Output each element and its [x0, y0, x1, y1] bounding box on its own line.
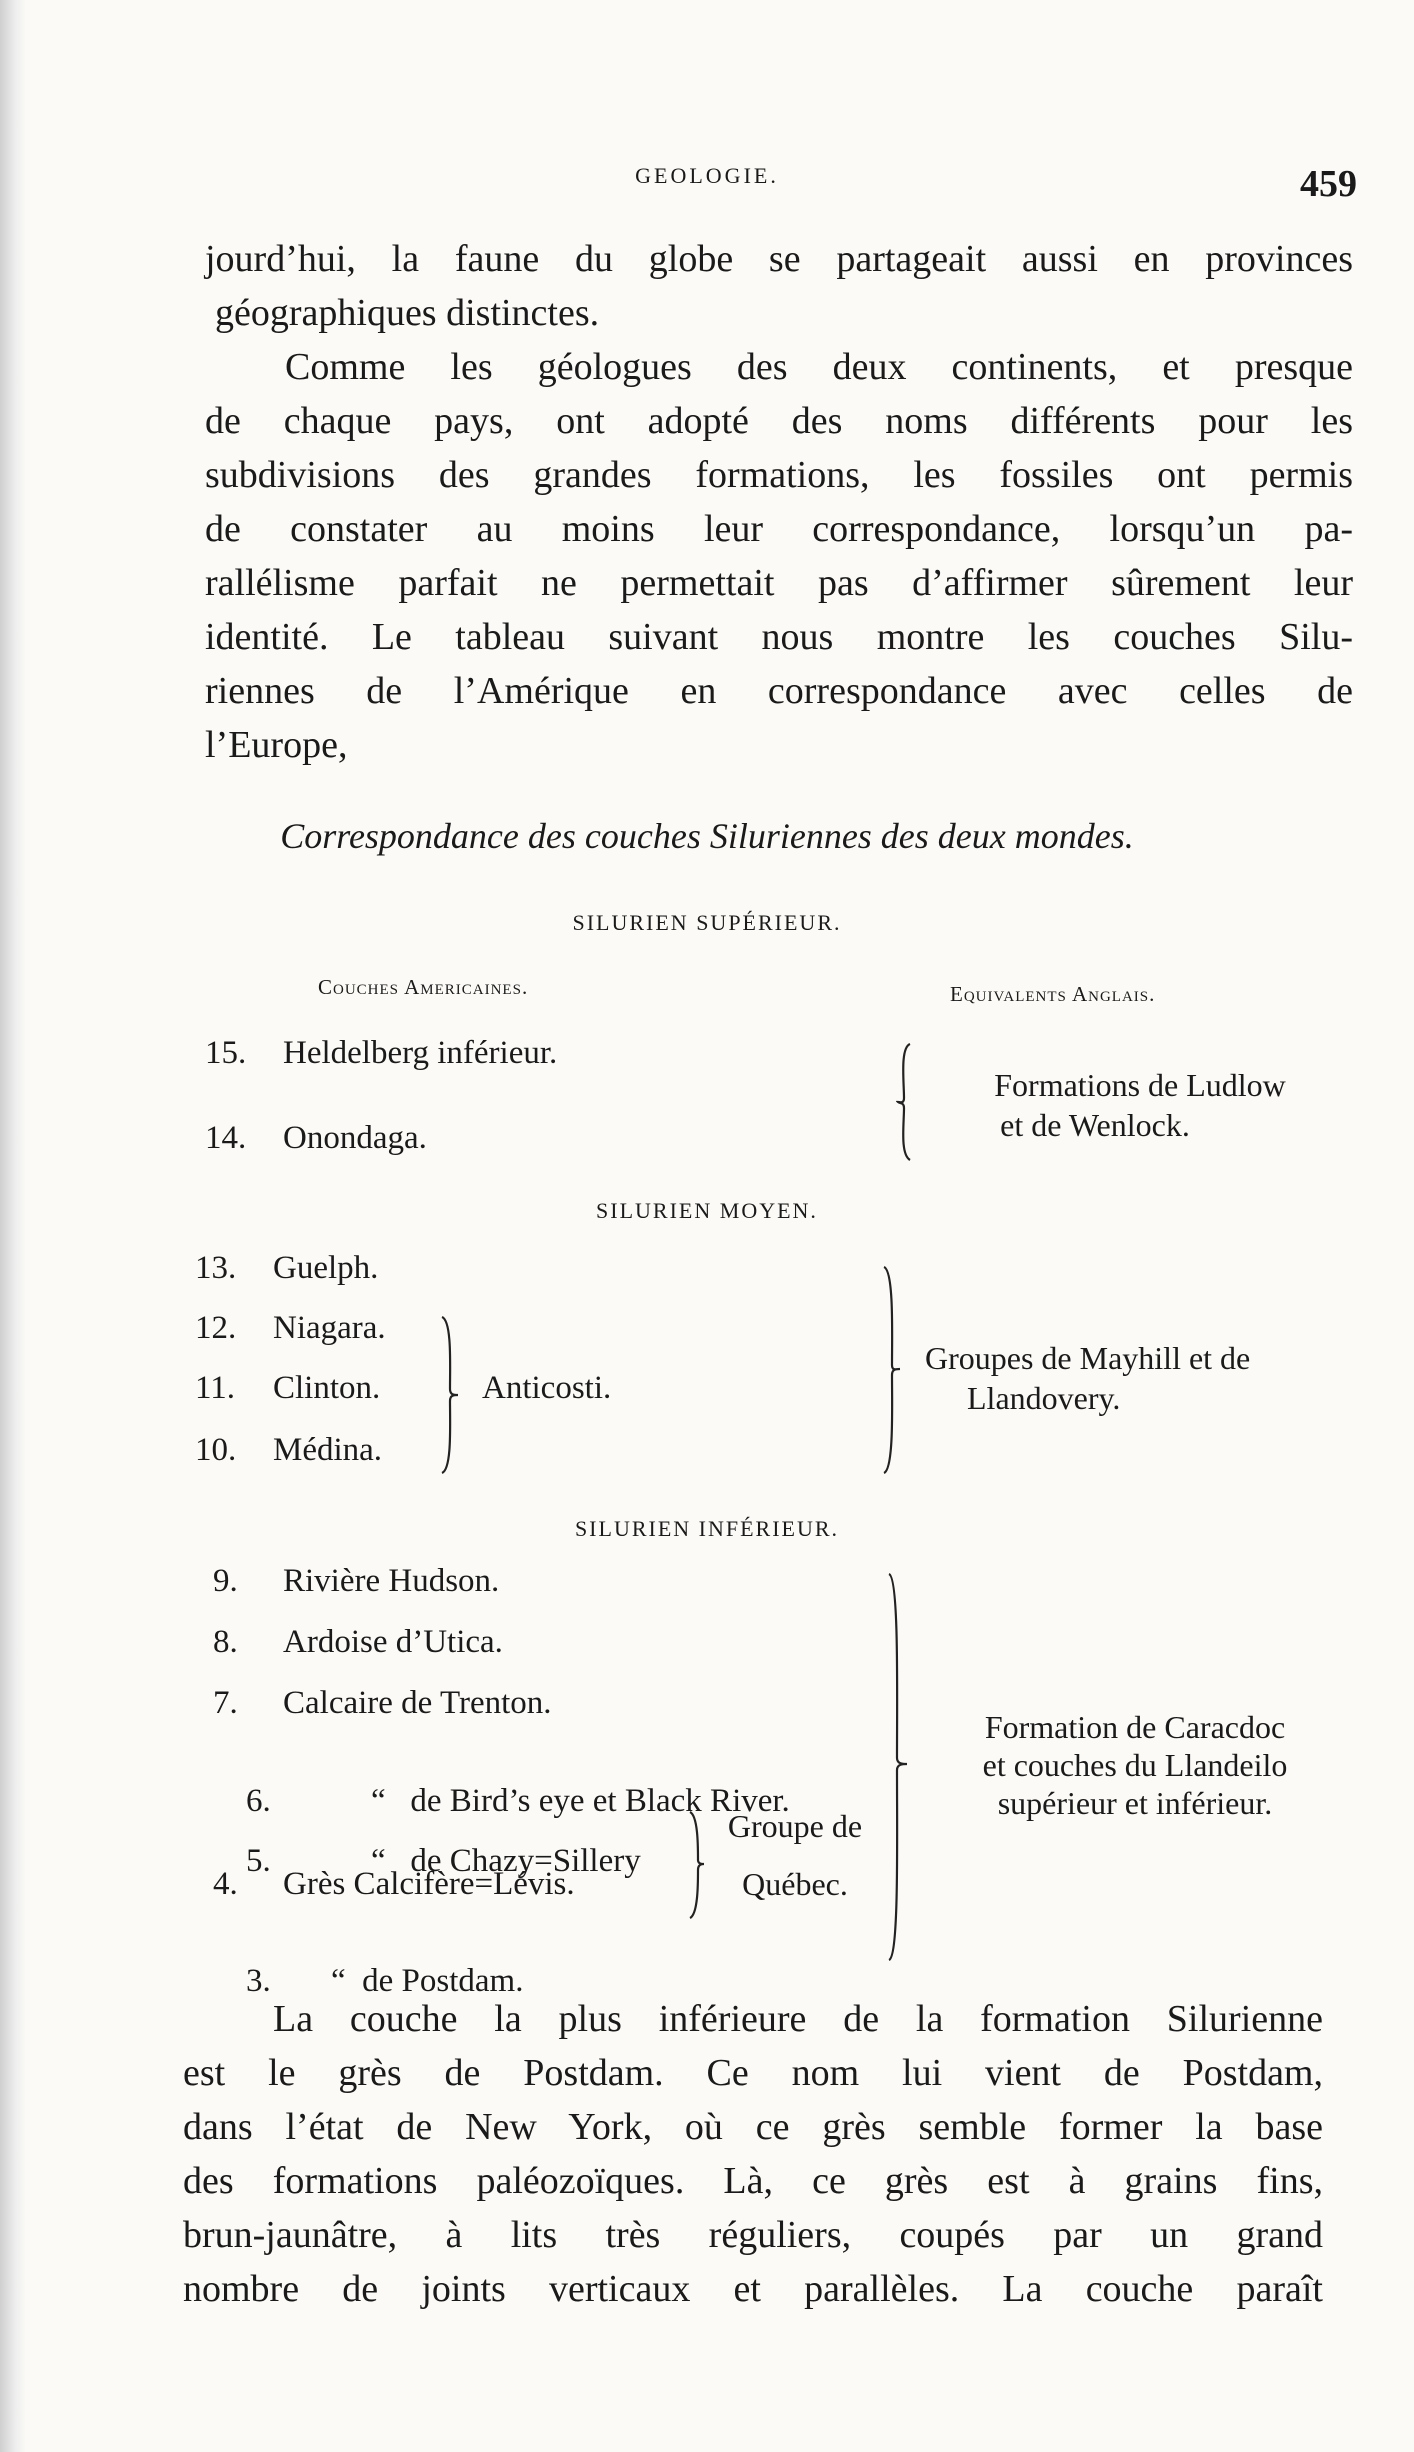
strata-name: Clinton. — [273, 1370, 381, 1406]
column-header-american: Couches Americaines. — [318, 975, 529, 999]
strata-name: Médina. — [273, 1432, 383, 1468]
strata-number: 5. — [246, 1843, 271, 1879]
text-line: dans l’état de New York, où ce grès semble former la base — [183, 2106, 1323, 2148]
text-line: géographiques distinctes. — [215, 292, 600, 334]
strata-row — [195, 1370, 380, 1407]
section-title-inferieur: SILURIEN INFÉRIEUR. — [574, 1516, 840, 1541]
strata-name: Ardoise d’Utica. — [283, 1624, 503, 1660]
text-line: est le grès de Postdam. Ce nom lui vient de Postdam, — [183, 2052, 1323, 2094]
table-caption: Correspondance des couches Siluriennes des deux mondes. — [280, 816, 1134, 856]
strata-row — [195, 1432, 382, 1469]
equivalent-moyen — [925, 1338, 1345, 1418]
strata-name: Rivière Hudson. — [283, 1563, 500, 1599]
text-line: des formations paléozoïques. Là, ce grès est à grains fins, — [183, 2160, 1323, 2202]
strata-row — [213, 1624, 503, 1661]
strata-name: Calcaire de Trenton. — [283, 1685, 552, 1721]
strata-name: Guelph. — [273, 1250, 379, 1286]
strata-name: Grès Calcifère=Lévis. — [283, 1866, 575, 1902]
strata-name: Heldelberg inférieur. — [283, 1035, 558, 1071]
running-head: GEOLOGIE. — [635, 163, 779, 188]
strata-number: 11. — [195, 1370, 236, 1406]
strata-number: 15. — [205, 1035, 247, 1071]
strata-row — [195, 1250, 378, 1287]
text-line: identité. Le tableau suivant nous montre les couches Silu- — [205, 616, 1353, 658]
strata-row — [213, 1563, 499, 1600]
strata-number: 12. — [195, 1310, 237, 1346]
brace-moyen — [880, 1265, 902, 1475]
text-line: La couche la plus inférieure de la formation Silurienne — [273, 1998, 1323, 2040]
group-label-line: Québec. — [742, 1866, 848, 1902]
section-title-moyen: SILURIEN MOYEN. — [596, 1198, 818, 1223]
equivalent-superieur — [930, 1065, 1350, 1145]
text-line: nombre de joints verticaux et parallèles. La couche paraît — [183, 2268, 1323, 2310]
strata-number: 14. — [205, 1120, 247, 1156]
text-line: riennes de l’Amérique en correspondance avec celles de — [205, 670, 1353, 712]
strata-number: 7. — [213, 1685, 238, 1721]
strata-name: Niagara. — [273, 1310, 386, 1346]
strata-number: 10. — [195, 1432, 237, 1468]
equivalent-line: et de Wenlock. — [1000, 1107, 1190, 1143]
group-label-anticosti: Anticosti. — [482, 1370, 612, 1406]
equivalent-line: et couches du Llandeilo — [982, 1747, 1288, 1783]
strata-number: 3. — [246, 1963, 271, 1999]
section-title-superieur: SILURIEN SUPÉRIEUR. — [572, 910, 842, 935]
strata-number: 4. — [213, 1866, 238, 1902]
strata-number: 8. — [213, 1624, 238, 1660]
group-label-quebec — [700, 1806, 890, 1904]
page-number: 459 — [1300, 163, 1357, 205]
strata-name: “ de Bird’s eye et Black River. — [371, 1783, 790, 1819]
equivalent-line: supérieur et inférieur. — [997, 1785, 1273, 1821]
text-line: l’Europe, — [205, 724, 348, 766]
strata-row — [213, 1685, 552, 1722]
equivalent-line: Llandovery. — [967, 1380, 1121, 1416]
text-line: de constater au moins leur correspondance, lorsqu’un pa- — [205, 508, 1353, 550]
text-line: jourd’hui, la faune du globe se partageait aussi en provinces — [205, 238, 1353, 280]
text-line: rallélisme parfait ne permettait pas d’affirmer sûrement leur — [205, 562, 1353, 604]
page-edge-shadow — [0, 0, 26, 2452]
intro-paragraph — [205, 232, 1353, 772]
strata-row — [205, 1035, 557, 1072]
strata-number: 9. — [213, 1563, 238, 1599]
strata-row — [213, 1866, 575, 1903]
strata-name: Onondaga. — [283, 1120, 427, 1156]
group-label-line: Groupe de — [727, 1808, 863, 1844]
brace-inferieur — [885, 1572, 909, 1962]
strata-row — [195, 1310, 386, 1347]
strata-number: 6. — [246, 1783, 271, 1819]
text-line: de chaque pays, ont adopté des noms différents pour les — [205, 400, 1353, 442]
equivalent-line: Groupes de Mayhill et de — [925, 1340, 1251, 1376]
strata-name: “ de Chazy=Sillery — [371, 1843, 641, 1879]
strata-name: “ de Postdam. — [331, 1963, 524, 1999]
text-line: subdivisions des grandes formations, les fossiles ont permis — [205, 454, 1353, 496]
strata-number: 13. — [195, 1250, 237, 1286]
column-header-english: Equivalents Anglais. — [950, 982, 1156, 1006]
brace-anticosti — [438, 1315, 460, 1475]
equivalent-inferieur — [915, 1708, 1355, 1822]
strata-row — [205, 1120, 427, 1157]
closing-paragraph — [183, 1992, 1323, 2316]
equivalent-line: Formations de Ludlow — [994, 1067, 1286, 1103]
text-line: Comme les géologues des deux continents, et presque — [285, 346, 1353, 388]
text-line: brun-jaunâtre, à lits très réguliers, coupés par un grand — [183, 2214, 1323, 2256]
equivalent-line: Formation de Caracdoc — [984, 1709, 1286, 1745]
